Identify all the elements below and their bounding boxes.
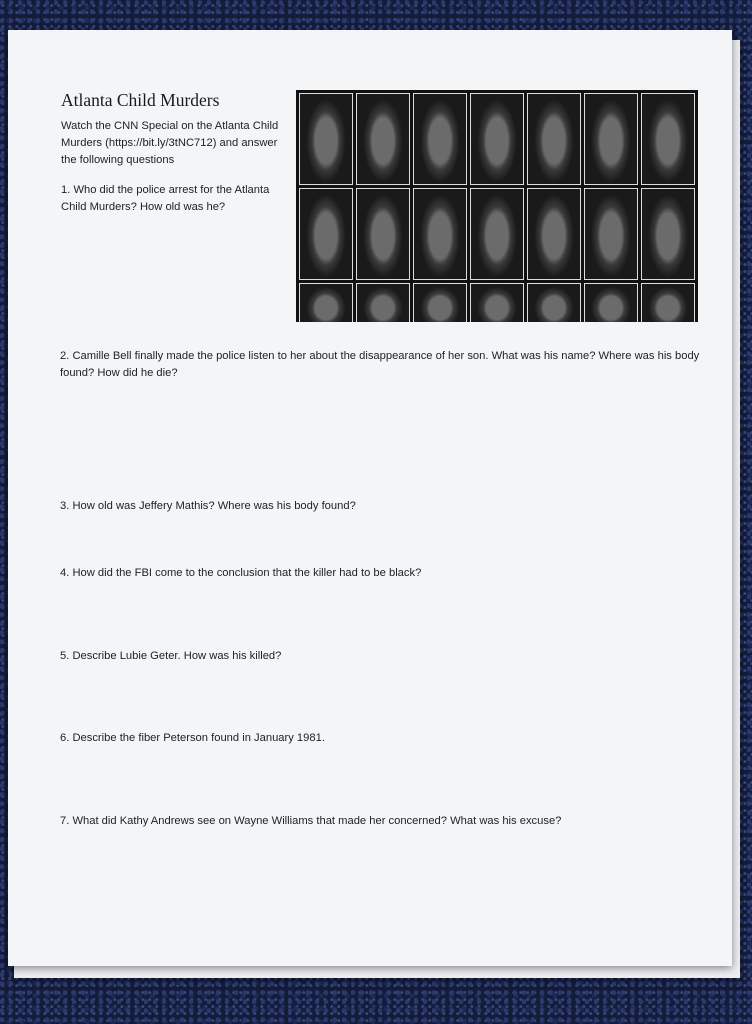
question-5: 5. Describe Lubie Geter. How was his killed?: [60, 650, 282, 662]
worksheet-intro: Watch the CNN Special on the Atlanta Child Murders (https://bit.ly/3tNC712) and answer the following questions: [61, 120, 279, 166]
victim-photo: [641, 188, 695, 280]
worksheet-page: [8, 30, 732, 966]
victim-photo: [413, 188, 467, 280]
victim-photo: [584, 188, 638, 280]
victim-photo: [470, 93, 524, 185]
victim-photo: [470, 188, 524, 280]
victim-photo: [470, 283, 524, 322]
victim-photo: [527, 93, 581, 185]
question-1: 1. Who did the police arrest for the Atlanta Child Murders? How old was he?: [61, 184, 270, 213]
victims-photo-grid: [296, 90, 698, 322]
victim-photo: [299, 283, 353, 322]
victim-photo: [356, 188, 410, 280]
question-6: 6. Describe the fiber Peterson found in January 1981.: [60, 732, 325, 744]
victim-photo: [584, 93, 638, 185]
victim-photo: [641, 93, 695, 185]
victim-photo: [527, 283, 581, 322]
victim-photo: [413, 93, 467, 185]
question-7: 7. What did Kathy Andrews see on Wayne Williams that made her concerned? What was his excuse?: [60, 815, 562, 827]
victim-photo: [299, 188, 353, 280]
question-2: 2. Camille Bell finally made the police listen to her about the disappearance of her son. What was his name? Where was his body found? How did he die?: [60, 350, 700, 379]
victim-photo: [641, 283, 695, 322]
victim-photo: [356, 93, 410, 185]
victim-photo: [584, 283, 638, 322]
victim-photo: [356, 283, 410, 322]
question-4: 4. How did the FBI come to the conclusion that the killer had to be black?: [60, 567, 422, 579]
victim-photo: [413, 283, 467, 322]
victim-photo: [527, 188, 581, 280]
question-3: 3. How old was Jeffery Mathis? Where was his body found?: [60, 500, 356, 512]
victim-photo: [299, 93, 353, 185]
worksheet-title: Atlanta Child Murders: [61, 90, 220, 110]
